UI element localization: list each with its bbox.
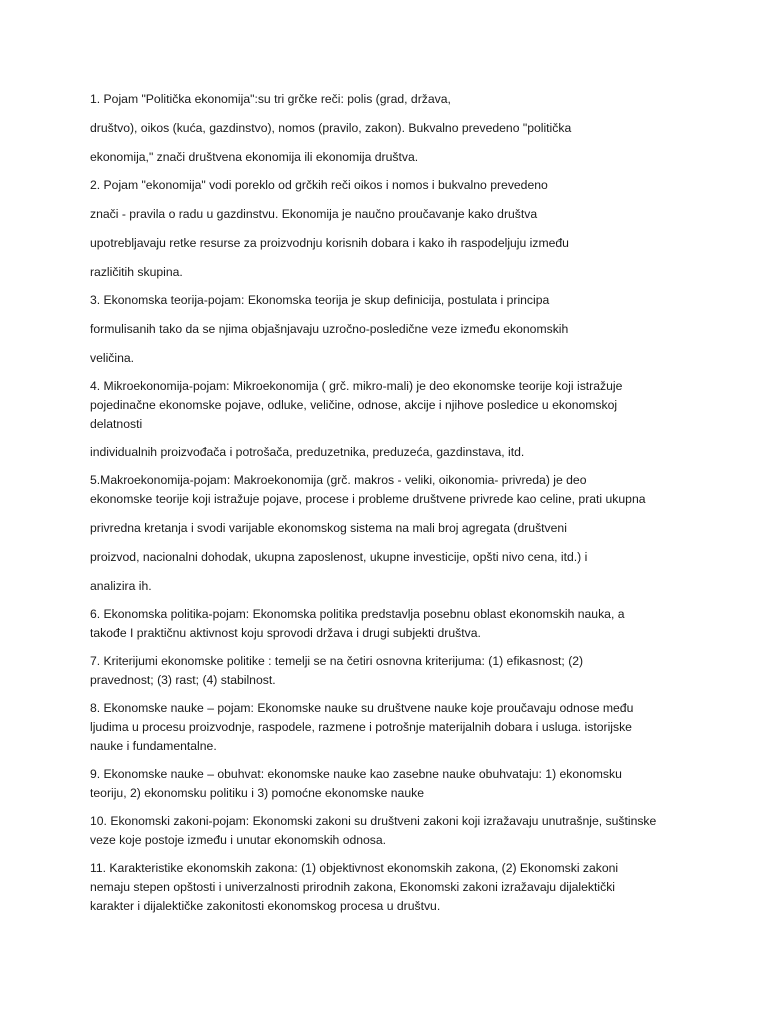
text-line: pravednost; (3) rast; (4) stabilnost. [90,673,276,687]
text-line: 10. Ekonomski zakoni-pojam: Ekonomski zakoni su društveni zakoni koji izražavaju unutrašnje, suštinske [90,814,657,828]
text-line: nauke i fundamentalne. [90,739,217,753]
text-line: ekonomske teorije koji istražuje pojave, procese i probleme društvene privrede kao celine, prati ukupna [90,492,646,506]
text-line: pojedinačne ekonomske pojave, odluke, veličine, odnose, akcije i njihove posledice u ekonomskoj [90,398,618,412]
text-line: veze koje postoje između i unutar ekonomskih odnosa. [90,833,387,847]
text-line: 1. Pojam "Politička ekonomija":su tri grčke reči: polis (grad, država, [90,92,451,106]
text-line: znači - pravila o radu u gazdinstvu. Ekonomija je naučno proučavanje kako društva [90,207,538,221]
text-line: veličina. [90,351,135,365]
text-line: individualnih proizvođača i potrošača, preduzetnika, preduzeća, gazdinstava, itd. [90,445,525,459]
text-line: različitih skupina. [90,265,183,279]
text-line: 5.Makroekonomija-pojam: Makroekonomija (grč. makros - veliki, oikonomia- privreda) je deo [90,473,587,487]
text-line: formulisanih tako da se njima objašnjavaju uzročno-posledične veze između ekonomskih [90,322,569,336]
text-line: 6. Ekonomska politika-pojam: Ekonomska politika predstavlja posebnu oblast ekonomskih nauka, a [90,607,625,621]
text-line: karakter i dijalektičke zakonitosti ekonomskog procesa u društvu. [90,899,441,913]
text-line: 8. Ekonomske nauke – pojam: Ekonomske nauke su društvene nauke koje proučavaju odnose među [90,701,634,715]
text-line: društvo), oikos (kuća, gazdinstvo), nomos (pravilo, zakon). Bukvalno prevedeno "politička [90,121,572,135]
text-line: 7. Kriterijumi ekonomske politike : temelji se na četiri osnovna kriterijuma: (1) efikasnost; (2) [90,654,584,668]
text-line: 2. Pojam "ekonomija" vodi poreklo od grčkih reči oikos i nomos i bukvalno prevedeno [90,178,548,192]
text-line: nemaju stepen opštosti i univerzalnosti prirodnih zakona, Ekonomski zakoni izražavaju dijalektički [90,880,616,894]
text-line: upotrebljavaju retke resurse za proizvodnju korisnih dobara i kako ih raspodeljuju između [90,236,569,250]
text-line: 4. Mikroekonomija-pojam: Mikroekonomija ( grč. mikro-mali) je deo ekonomske teorije koji istražuje [90,379,623,393]
text-line: 3. Ekonomska teorija-pojam: Ekonomska teorija je skup definicija, postulata i principa [90,293,550,307]
text-line: ekonomija," znači društvena ekonomija ili ekonomija društva. [90,150,419,164]
document-body [90,90,690,915]
text-line: 11. Karakteristike ekonomskih zakona: (1) objektivnost ekonomskih zakona, (2) Ekonomski zakoni [90,861,619,875]
text-line: privredna kretanja i svodi varijable ekonomskog sistema na mali broj agregata (društveni [90,521,567,535]
text-line: 9. Ekonomske nauke – obuhvat: ekonomske nauke kao zasebne nauke obuhvataju: 1) ekonomsku [90,767,622,781]
text-line: ljudima u procesu proizvodnje, raspodele, razmene i potrošnje materijalnih dobara i usluga. istorijske [90,720,632,734]
text-line: analizira ih. [90,579,152,593]
text-line: proizvod, nacionalni dohodak, ukupna zaposlenost, ukupne investicije, opšti nivo cena, itd.) i [90,550,588,564]
text-line: takođe I praktičnu aktivnost koju sprovodi država i drugi subjekti društva. [90,626,481,640]
text-line: teoriju, 2) ekonomsku politiku i 3) pomoćne ekonomske nauke [90,786,424,800]
text-line: delatnosti [90,417,143,431]
